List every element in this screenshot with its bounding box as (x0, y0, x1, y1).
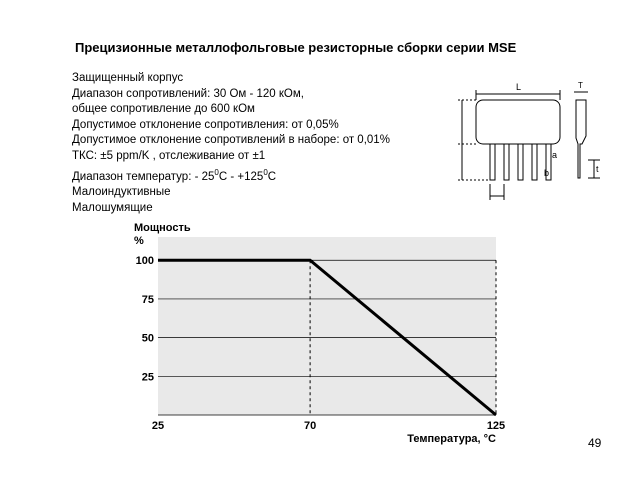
page-number: 49 (588, 436, 602, 450)
pin (490, 144, 495, 180)
spec-item: ТКС: ±5 ppm/K , отслеживание от ±1 (72, 149, 266, 162)
x-tick-label: 125 (486, 420, 506, 432)
y-tick-label: 100 (135, 255, 154, 268)
x-tick-label: 25 (151, 420, 165, 432)
y-axis-unit: % (134, 235, 144, 247)
spec-item-temperature (72, 165, 390, 185)
derating-chart (130, 222, 506, 445)
pin (504, 144, 509, 180)
temp-prefix: Диапазон температур: - 25 (72, 170, 215, 183)
plot-background (158, 237, 496, 415)
y-tick-label: 25 (141, 371, 154, 384)
spec-item: Защищенный корпус (72, 72, 184, 84)
x-tick-label: 70 (303, 420, 317, 432)
spec-item: Диапазон сопротивлений: 30 Ом - 120 кОм, (72, 87, 304, 100)
package-drawing (448, 78, 608, 213)
y-tick-label: 50 (141, 332, 154, 345)
y-axis-label: Мощность (134, 222, 191, 234)
pin (518, 144, 523, 180)
spec-item: общее сопротивление до 600 кОм (72, 103, 255, 116)
side-view (576, 100, 586, 178)
spec-list (72, 71, 390, 216)
slide-title: Прецизионные металлофольговые резисторные сборки серии MSE (75, 40, 517, 55)
dim-label-t-small: t (596, 164, 599, 174)
spec-item: Допустимое отклонение сопротивления: от 0,05% (72, 118, 339, 131)
y-tick-label: 75 (141, 293, 154, 306)
temp-sup2: 0 (263, 167, 268, 177)
spec-item: Малоиндуктивные (72, 185, 171, 198)
temp-sup1: 0 (214, 167, 219, 177)
dim-label-a: a (552, 150, 558, 160)
resistor-body (476, 100, 560, 144)
pin (532, 144, 537, 180)
x-axis-label: Температура, °С (407, 433, 496, 445)
temp-suffix: C (267, 170, 277, 183)
spec-item: Допустимое отклонение сопротивлений в наборе: от 0,01% (72, 134, 390, 147)
temp-mid: C - +125 (218, 170, 264, 183)
dim-label-t: T (578, 81, 583, 90)
dim-label-b: b (544, 168, 550, 178)
dim-label-l: L (516, 82, 522, 92)
spec-item: Малошумящие (72, 201, 153, 214)
